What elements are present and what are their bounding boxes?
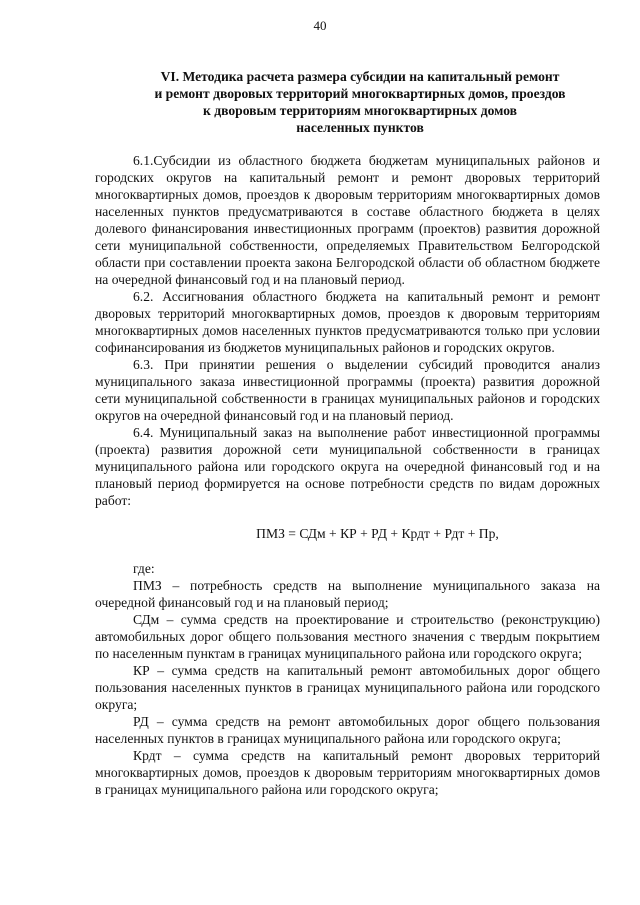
formula: ПМЗ = СДм + КР + РД + Крдт + Рдт + Пр, — [256, 526, 499, 541]
section-heading — [110, 68, 610, 136]
paragraph-6-1: 6.1.Субсидии из областного бюджета бюджетам муниципальных районов и городских округов на капитальный ремонт и ремонт дворовых территорий многоквартирных домов, проездов к дворовым территориям многоквартирных домов населенных пунктов предусматриваются в составе областного бюджета в целях долевого финансирования инвестиционных программ (проектов) развития дорожной сети муниципальной собственности, определяемых Правительством Белгородской области при составлении проекта закона Белгородской области об областном бюджете на очередной финансовый год и на плановый период. — [95, 153, 600, 287]
definition-rd: РД – сумма средств на ремонт автомобильных дорог общего пользования населенных пунктов в границах муниципального района или городского округа; — [95, 714, 600, 746]
heading-line: VI. Методика расчета размера субсидии на капитальный ремонт — [160, 69, 560, 84]
where-label: где: — [133, 561, 155, 576]
definition-sdm: СДм – сумма средств на проектирование и строительство (реконструкцию) автомобильных дорог общего пользования местного значения с твердым покрытием по населенным пунктам в границах муниципального района или городского округа; — [95, 612, 600, 661]
heading-line: населенных пунктов — [296, 120, 424, 135]
heading-line: и ремонт дворовых территорий многоквартирных домов, проездов — [154, 86, 566, 101]
paragraph-6-4: 6.4. Муниципальный заказ на выполнение работ инвестиционной программы (проекта) развития дорожной сети муниципальной собственности в границах муниципального района или городского округа на очередной финансовый год и на плановый период формируется на основе потребности средств по видам дорожных работ: — [95, 425, 600, 508]
definition-pmz: ПМЗ – потребность средств на выполнение муниципального заказа на очередной финансовый год и на плановый период; — [95, 578, 600, 610]
paragraph-6-2: 6.2. Ассигнования областного бюджета на капитальный ремонт и ремонт дворовых территорий многоквартирных домов, проездов к дворовым территориям многоквартирных домов населенных пунктов предусматриваются только при условии софинансирования из бюджетов муниципальных районов и городских округов. — [95, 289, 600, 355]
definition-krdt: Крдт – сумма средств на капитальный ремонт дворовых территорий многоквартирных домов, проездов к дворовым территориям многоквартирных домов в границах муниципального района или городского округа; — [95, 748, 600, 797]
page-number: 40 — [313, 18, 327, 33]
heading-line: к дворовым территориям многоквартирных домов — [202, 103, 518, 118]
document-body — [95, 152, 600, 798]
definition-kr: КР – сумма средств на капитальный ремонт автомобильных дорог общего пользования населенных пунктов в границах муниципального района или городского округа; — [95, 663, 600, 712]
paragraph-6-3: 6.3. При принятии решения о выделении субсидий проводится анализ муниципального заказа инвестиционной программы (проекта) развития дорожной сети муниципальной собственности в границах муниципальных районов и городских округов на очередной финансовый год и на плановый период. — [95, 357, 600, 423]
